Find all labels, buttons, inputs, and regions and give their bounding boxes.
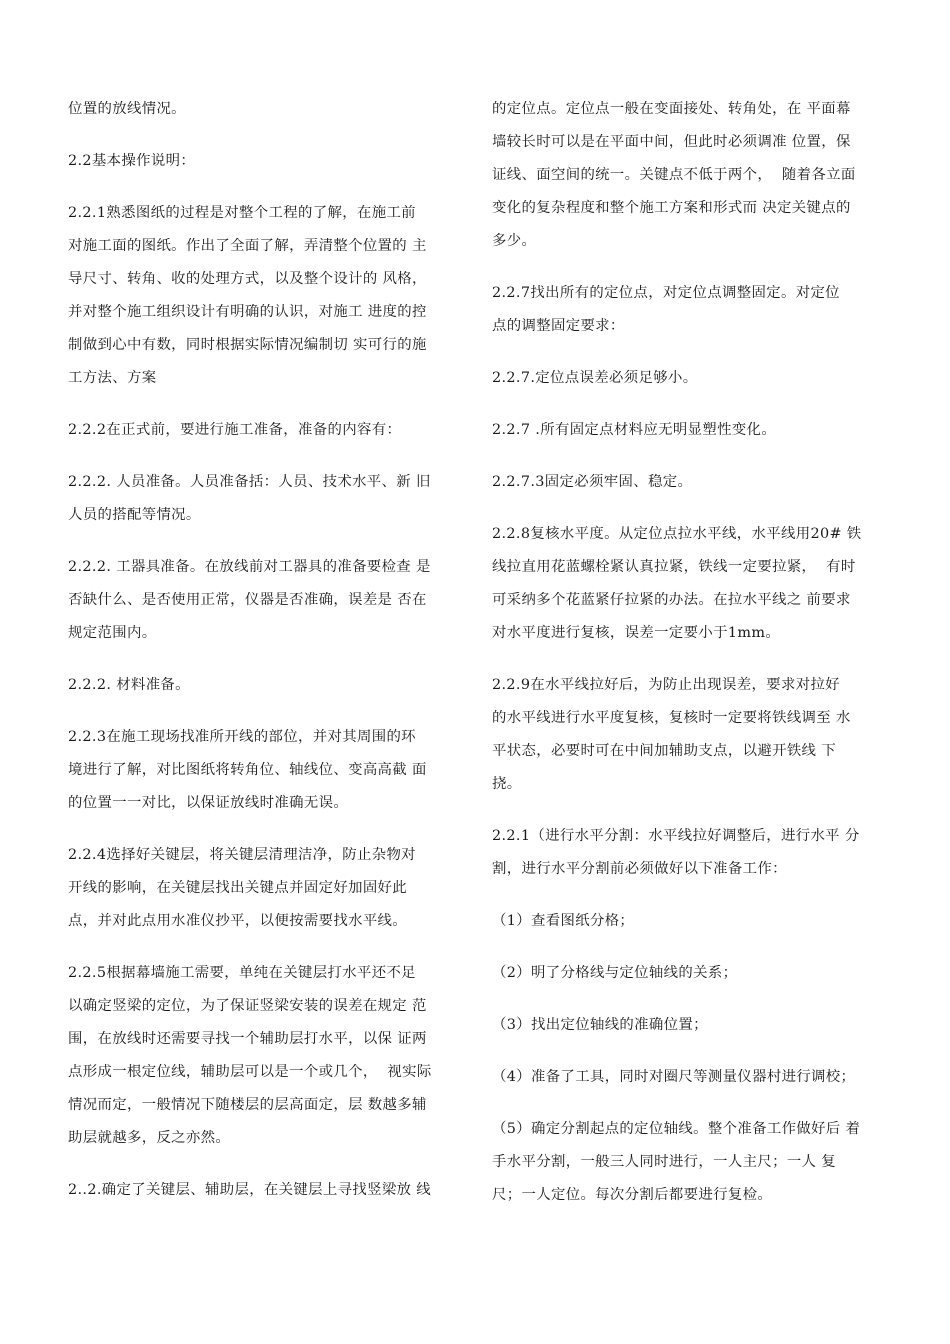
- paragraph: [68, 414, 468, 447]
- text-line: 点形成一根定位线，辅助层可以是一个或几个， 视实际: [68, 1064, 432, 1080]
- text-line: 2..2.确定了关键层、辅助层，在关键层上寻找竖梁放 线: [68, 1182, 432, 1198]
- paragraph: [68, 551, 468, 650]
- text-line: 2.2.7找出所有的定位点，对定位点调整固定。对定位: [492, 285, 840, 301]
- paragraph: [492, 905, 894, 938]
- paragraph: [492, 1061, 894, 1094]
- text-line: 尺；一人定位。每次分割后都要进行复检。: [492, 1187, 773, 1203]
- text-line: 的位置一一对比，以保证放线时准确无误。: [68, 795, 349, 811]
- text-line: 对水平度进行复核，误差一定要小于1mm。: [492, 625, 781, 641]
- text-line: （2）明了分格线与定位轴线的关系；: [492, 965, 738, 981]
- text-line: 助层就越多，反之亦然。: [68, 1130, 231, 1146]
- text-line: 位置的放线情况。: [68, 101, 186, 117]
- text-line: 线拉直用花蓝螺栓紧认真拉紧，铁线一定要拉紧， 有时: [492, 559, 856, 575]
- text-line: （5）确定分割起点的定位轴线。整个准备工作做好后 着: [492, 1121, 861, 1137]
- paragraph: [492, 669, 894, 801]
- text-line: 2.2.7.定位点误差必须足够小。: [492, 370, 698, 386]
- paragraph: [68, 466, 468, 532]
- paragraph: [68, 839, 468, 938]
- left-text-column: [68, 93, 468, 1226]
- text-line: 否缺什么、是否使用正常，仪器是否准确，误差是 否在: [68, 592, 427, 608]
- paragraph: [68, 93, 468, 126]
- text-line: 2.2.3在施工现场找准所开线的部位，并对其周围的环: [68, 729, 416, 745]
- text-line: 2.2.7.3固定必须牢固、稳定。: [492, 474, 693, 490]
- text-line: 挠。: [492, 776, 522, 792]
- text-line: 2.2.2. 人员准备。人员准备括：人员、技术水平、新 旧: [68, 474, 431, 490]
- text-line: 境进行了解，对比图纸将转角位、轴线位、变高高截 面: [68, 762, 427, 778]
- text-line: 制做到心中有数，同时根据实际情况编制切 实可行的施: [68, 337, 427, 353]
- text-line: 规定范围内。: [68, 625, 157, 641]
- text-line: 2.2.7 .所有固定点材料应无明显塑性变化。: [492, 422, 777, 438]
- paragraph: [68, 721, 468, 820]
- text-line: 2.2.2. 材料准备。: [68, 677, 190, 693]
- text-line: 2.2.2在正式前，要进行施工准备，准备的内容有：: [68, 422, 402, 438]
- text-line: 围，在放线时还需要寻找一个辅助层打水平，以保 证两: [68, 1031, 427, 1047]
- text-line: 的定位点。定位点一般在变面接处、转角处，在 平面幕: [492, 101, 851, 117]
- text-line: 点的调整固定要求：: [492, 318, 625, 334]
- text-line: 2.2.8复核水平度。从定位点拉水平线，水平线用20# 铁: [492, 526, 862, 542]
- text-line: （1）查看图纸分格；: [492, 913, 635, 929]
- paragraph: [68, 669, 468, 702]
- text-line: 2.2.1（进行水平分割：水平线拉好调整后，进行水平 分: [492, 828, 860, 844]
- paragraph: [68, 197, 468, 395]
- text-line: 人员的搭配等情况。: [68, 507, 201, 523]
- paragraph: [68, 1174, 468, 1207]
- text-line: 情况而定，一般情况下随楼层的层高面定，层 数越多辅: [68, 1097, 427, 1113]
- text-line: 可采纳多个花蓝紧仔拉紧的办法。在拉水平线之 前要求: [492, 592, 851, 608]
- paragraph: [492, 1113, 894, 1212]
- paragraph: [492, 362, 894, 395]
- text-line: 2.2.5根据幕墙施工需要，单纯在关键层打水平还不足: [68, 965, 416, 981]
- paragraph: [492, 518, 894, 650]
- paragraph: [68, 145, 468, 178]
- text-line: 多少。: [492, 233, 537, 249]
- text-line: 变化的复杂程度和整个施工方案和形式而 决定关键点的: [492, 200, 851, 216]
- text-line: 开线的影响，在关键层找出关键点并固定好加固好此: [68, 880, 408, 896]
- text-line: 以确定竖梁的定位，为了保证竖梁安装的误差在规定 范: [68, 998, 427, 1014]
- text-line: 2.2.1熟悉图纸的过程是对整个工程的了解，在施工前: [68, 205, 416, 221]
- text-line: 工方法、方案: [68, 370, 157, 386]
- text-line: 的水平线进行水平度复核，复核时一定要将铁线调至 水: [492, 710, 851, 726]
- text-line: （3）找出定位轴线的准确位置；: [492, 1017, 708, 1033]
- text-line: 割，进行水平分割前必须做好以下准备工作：: [492, 861, 787, 877]
- paragraph: [492, 466, 894, 499]
- paragraph: [492, 1009, 894, 1042]
- paragraph: [492, 820, 894, 886]
- text-line: 2.2.9在水平线拉好后，为防止出现误差，要求对拉好: [492, 677, 840, 693]
- paragraph: [492, 957, 894, 990]
- text-line: 证线、面空间的统一。关键点不低于两个， 随着各立面: [492, 167, 856, 183]
- right-text-column: [492, 93, 894, 1231]
- text-line: 点，并对此点用水准仪抄平，以便按需要找水平线。: [68, 913, 408, 929]
- paragraph: [68, 957, 468, 1155]
- paragraph: [492, 93, 894, 258]
- text-line: 墙较长时可以是在平面中间，但此时必须调准 位置，保: [492, 134, 851, 150]
- paragraph: [492, 414, 894, 447]
- text-line: 导尺寸、转角、收的处理方式，以及整个设计的 风格，: [68, 271, 427, 287]
- text-line: 平状态，必要时可在中间加辅助支点，以避开铁线 下: [492, 743, 836, 759]
- text-line: 并对整个施工组织设计有明确的认识，对施工 进度的控: [68, 304, 427, 320]
- text-line: （4）准备了工具，同时对圈尺等测量仪器村进行调校；: [492, 1069, 856, 1085]
- paragraph: [492, 277, 894, 343]
- text-line: 2.2.4选择好关键层，将关键层清理洁净，防止杂物对: [68, 847, 416, 863]
- text-line: 对施工面的图纸。作出了全面了解，弄清整个位置的 主: [68, 238, 427, 254]
- text-line: 2.2.2. 工器具准备。在放线前对工器具的准备要检查 是: [68, 559, 431, 575]
- text-line: 手水平分割，一般三人同时进行，一人主尺；一人 复: [492, 1154, 836, 1170]
- text-line: 2.2基本操作说明：: [68, 153, 196, 169]
